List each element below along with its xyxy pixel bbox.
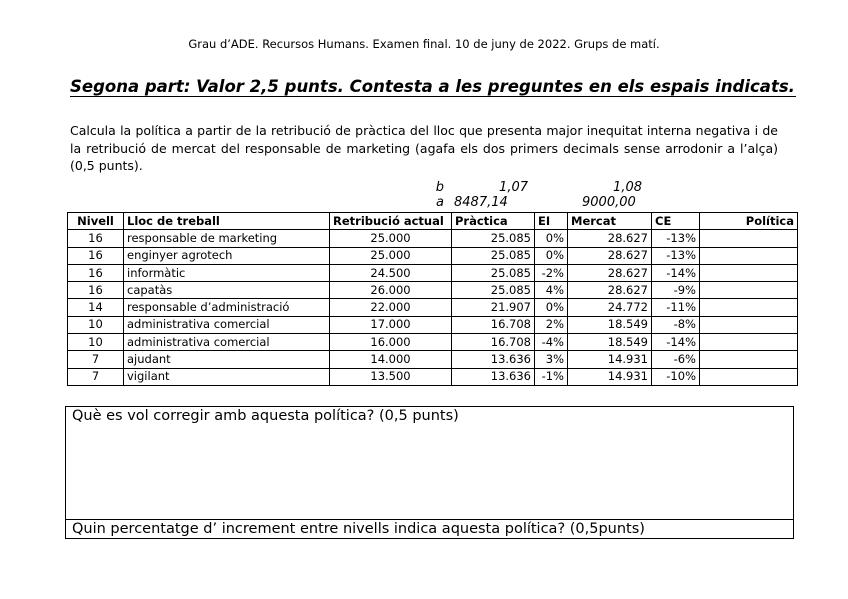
- salary-table: [67, 212, 798, 386]
- answer-box-question-2[interactable]: [65, 519, 794, 539]
- cell-mercat: 28.627: [568, 264, 652, 281]
- cell-ei: 0%: [535, 230, 568, 247]
- col-header-lloc: Lloc de treball: [124, 213, 330, 230]
- cell-nivell: 16: [68, 282, 124, 299]
- table-header-row: [68, 213, 798, 230]
- cell-nivell: 7: [68, 368, 124, 385]
- cell-ce: -9%: [652, 282, 700, 299]
- cell-ce: -6%: [652, 351, 700, 368]
- cell-practica: 13.636: [452, 351, 535, 368]
- table-row: [68, 247, 798, 264]
- param-a-practica: 8487,14: [454, 195, 508, 210]
- cell-retribucio: 22.000: [330, 299, 452, 316]
- cell-practica: 16.708: [452, 316, 535, 333]
- param-b-label: b: [435, 180, 444, 195]
- col-header-practica: Pràctica: [452, 213, 535, 230]
- cell-ei: 2%: [535, 316, 568, 333]
- table-row: [68, 351, 798, 368]
- cell-retribucio: 14.000: [330, 351, 452, 368]
- cell-ei: -2%: [535, 264, 568, 281]
- table-row: [68, 316, 798, 333]
- cell-retribucio: 13.500: [330, 368, 452, 385]
- cell-lloc: administrativa comercial: [124, 334, 330, 351]
- cell-mercat: 28.627: [568, 247, 652, 264]
- table-row: [68, 230, 798, 247]
- cell-ce: -11%: [652, 299, 700, 316]
- cell-ei: 3%: [535, 351, 568, 368]
- cell-politica: [700, 351, 798, 368]
- cell-retribucio: 26.000: [330, 282, 452, 299]
- cell-practica: 25.085: [452, 230, 535, 247]
- cell-practica: 16.708: [452, 334, 535, 351]
- col-header-politica: Política: [700, 213, 798, 230]
- cell-lloc: capatàs: [124, 282, 330, 299]
- cell-ce: -14%: [652, 334, 700, 351]
- cell-politica: [700, 368, 798, 385]
- cell-politica: [700, 247, 798, 264]
- cell-lloc: ajudant: [124, 351, 330, 368]
- cell-mercat: 28.627: [568, 282, 652, 299]
- table-row: [68, 368, 798, 385]
- cell-politica: [700, 299, 798, 316]
- cell-politica: [700, 334, 798, 351]
- cell-mercat: 14.931: [568, 351, 652, 368]
- param-a-mercat: 9000,00: [582, 195, 636, 210]
- cell-nivell: 7: [68, 351, 124, 368]
- cell-ce: -14%: [652, 264, 700, 281]
- cell-politica: [700, 230, 798, 247]
- section-title: Segona part: Valor 2,5 punts. Contesta a les preguntes en els espais indicats.: [70, 77, 795, 96]
- table-row: [68, 282, 798, 299]
- cell-ei: 0%: [535, 247, 568, 264]
- cell-lloc: vigilant: [124, 368, 330, 385]
- cell-lloc: administrativa comercial: [124, 316, 330, 333]
- cell-politica: [700, 282, 798, 299]
- cell-mercat: 14.931: [568, 368, 652, 385]
- table-row: [68, 264, 798, 281]
- instructions-text: Calcula la política a partir de la retribució de pràctica del lloc que presenta major inequitat interna negativa i de la retribució de mercat del responsable de marketing (agafa els dos primers decimals sense arrodonir a l’alça) (0,5 punts).: [70, 123, 778, 173]
- cell-politica: [700, 264, 798, 281]
- param-b-mercat: 1,08: [613, 180, 642, 195]
- cell-ce: -10%: [652, 368, 700, 385]
- question-1-text: Què es vol corregir amb aquesta política? (0,5 punts): [72, 408, 459, 424]
- document-header: Grau d’ADE. Recursos Humans. Examen final. 10 de juny de 2022. Grups de matí.: [188, 37, 660, 51]
- cell-lloc: enginyer agrotech: [124, 247, 330, 264]
- param-b-practica: 1,07: [499, 180, 528, 195]
- cell-mercat: 28.627: [568, 230, 652, 247]
- param-a-label: a: [436, 195, 444, 210]
- answer-box-question-1[interactable]: [65, 406, 794, 520]
- cell-nivell: 10: [68, 334, 124, 351]
- cell-ei: 4%: [535, 282, 568, 299]
- cell-lloc: responsable de marketing: [124, 230, 330, 247]
- cell-mercat: 24.772: [568, 299, 652, 316]
- cell-retribucio: 17.000: [330, 316, 452, 333]
- cell-practica: 13.636: [452, 368, 535, 385]
- col-header-ei: EI: [535, 213, 568, 230]
- cell-nivell: 14: [68, 299, 124, 316]
- cell-ce: -8%: [652, 316, 700, 333]
- cell-practica: 25.085: [452, 247, 535, 264]
- cell-retribucio: 25.000: [330, 247, 452, 264]
- table-row: [68, 334, 798, 351]
- col-header-retribucio: Retribució actual: [330, 213, 452, 230]
- cell-retribucio: 24.500: [330, 264, 452, 281]
- cell-retribucio: 25.000: [330, 230, 452, 247]
- cell-practica: 25.085: [452, 282, 535, 299]
- table-row: [68, 299, 798, 316]
- cell-practica: 25.085: [452, 264, 535, 281]
- cell-nivell: 16: [68, 247, 124, 264]
- cell-ei: 0%: [535, 299, 568, 316]
- cell-ei: -1%: [535, 368, 568, 385]
- cell-lloc: informàtic: [124, 264, 330, 281]
- cell-retribucio: 16.000: [330, 334, 452, 351]
- cell-nivell: 16: [68, 264, 124, 281]
- col-header-nivell: Nivell: [68, 213, 124, 230]
- cell-nivell: 16: [68, 230, 124, 247]
- cell-ce: -13%: [652, 247, 700, 264]
- cell-mercat: 18.549: [568, 334, 652, 351]
- cell-ce: -13%: [652, 230, 700, 247]
- cell-lloc: responsable d’administració: [124, 299, 330, 316]
- cell-ei: -4%: [535, 334, 568, 351]
- col-header-mercat: Mercat: [568, 213, 652, 230]
- cell-mercat: 18.549: [568, 316, 652, 333]
- cell-practica: 21.907: [452, 299, 535, 316]
- cell-politica: [700, 316, 798, 333]
- question-2-text: Quin percentatge d’ increment entre nivells indica aquesta política? (0,5punts): [72, 521, 645, 537]
- col-header-ce: CE: [652, 213, 700, 230]
- cell-nivell: 10: [68, 316, 124, 333]
